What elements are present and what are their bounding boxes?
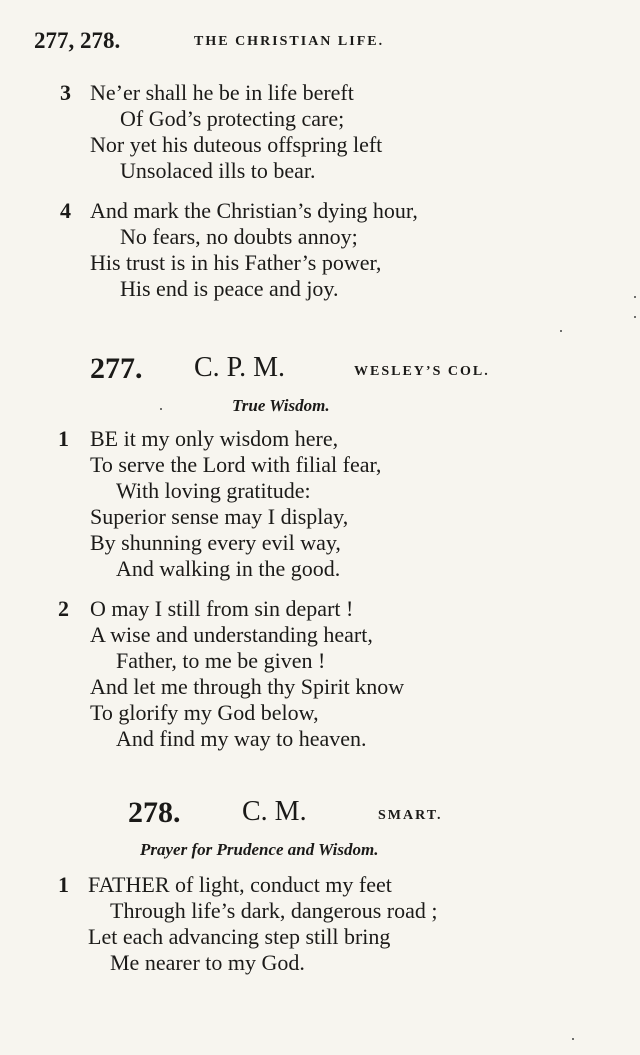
- verse-line: [90, 426, 338, 452]
- verse-line: Father, to me be given !: [116, 648, 326, 673]
- verse-line: To serve the Lord with filial fear,: [90, 452, 382, 477]
- hymn-number: 278.: [128, 796, 181, 829]
- running-head: [34, 28, 434, 56]
- verse-line: By shunning every evil way,: [90, 530, 341, 555]
- hymn-subtitle: True Wisdom.: [232, 396, 330, 415]
- print-speck: [560, 330, 562, 332]
- verse-line: His end is peace and joy.: [120, 276, 339, 301]
- verse-line: With loving gratitude:: [116, 478, 311, 503]
- verse-line: O may I still from sin depart !: [90, 596, 354, 621]
- verse-line: A wise and understanding heart,: [90, 622, 373, 647]
- verse-line: Nor yet his duteous offspring left: [90, 132, 383, 157]
- verse-line: And mark the Christian’s dying hour,: [90, 198, 418, 223]
- hymn-subtitle: Prayer for Prudence and Wisdom.: [140, 840, 379, 859]
- hymn-heading: [90, 352, 510, 392]
- verse-line: And find my way to heaven.: [116, 726, 367, 751]
- verse-line: Through life’s dark, dangerous road ;: [110, 898, 438, 923]
- hymn-heading: [128, 796, 468, 836]
- verse-number: 3: [60, 80, 71, 105]
- hymn-number: 277.: [90, 352, 143, 385]
- hymn-author: WESLEY’S COL.: [354, 364, 490, 379]
- print-speck: [634, 316, 636, 318]
- print-speck: [160, 408, 162, 410]
- verse-line-rest: of light, conduct my feet: [169, 872, 392, 897]
- verse-line: Ne’er shall he be in life bereft: [90, 80, 354, 105]
- hymn-author: SMART.: [378, 808, 443, 823]
- verse-initial-word: BE: [90, 426, 119, 451]
- verse-line: Of God’s protecting care;: [120, 106, 345, 131]
- verse-number: 1: [58, 426, 69, 451]
- verse-initial-word: FATHER: [88, 872, 170, 897]
- page-hymn-numbers: 277, 278.: [34, 28, 121, 53]
- verse-line: And walking in the good.: [116, 556, 341, 581]
- verse-line: Me nearer to my God.: [110, 950, 305, 975]
- hymn-meter: C. M.: [242, 796, 307, 827]
- verse-line: Unsolaced ills to bear.: [120, 158, 316, 183]
- verse-line: And let me through thy Spirit know: [90, 674, 405, 699]
- verse-line: Superior sense may I display,: [90, 504, 349, 529]
- verse-line: His trust is in his Father’s power,: [90, 250, 382, 275]
- hymn-meter: C. P. M.: [194, 352, 286, 383]
- verse-line: No fears, no doubts annoy;: [120, 224, 358, 249]
- verse-number: 4: [60, 198, 71, 223]
- print-speck: [634, 296, 636, 298]
- running-title: THE CHRISTIAN LIFE.: [194, 34, 385, 49]
- verse-number: 2: [58, 596, 69, 621]
- print-speck: [572, 1038, 574, 1040]
- verse-number: 1: [58, 872, 69, 897]
- verse-line: Let each advancing step still bring: [88, 924, 391, 949]
- verse-line: [88, 872, 392, 898]
- verse-line-rest: it my only wisdom here,: [118, 426, 339, 451]
- verse-line: To glorify my God below,: [90, 700, 319, 725]
